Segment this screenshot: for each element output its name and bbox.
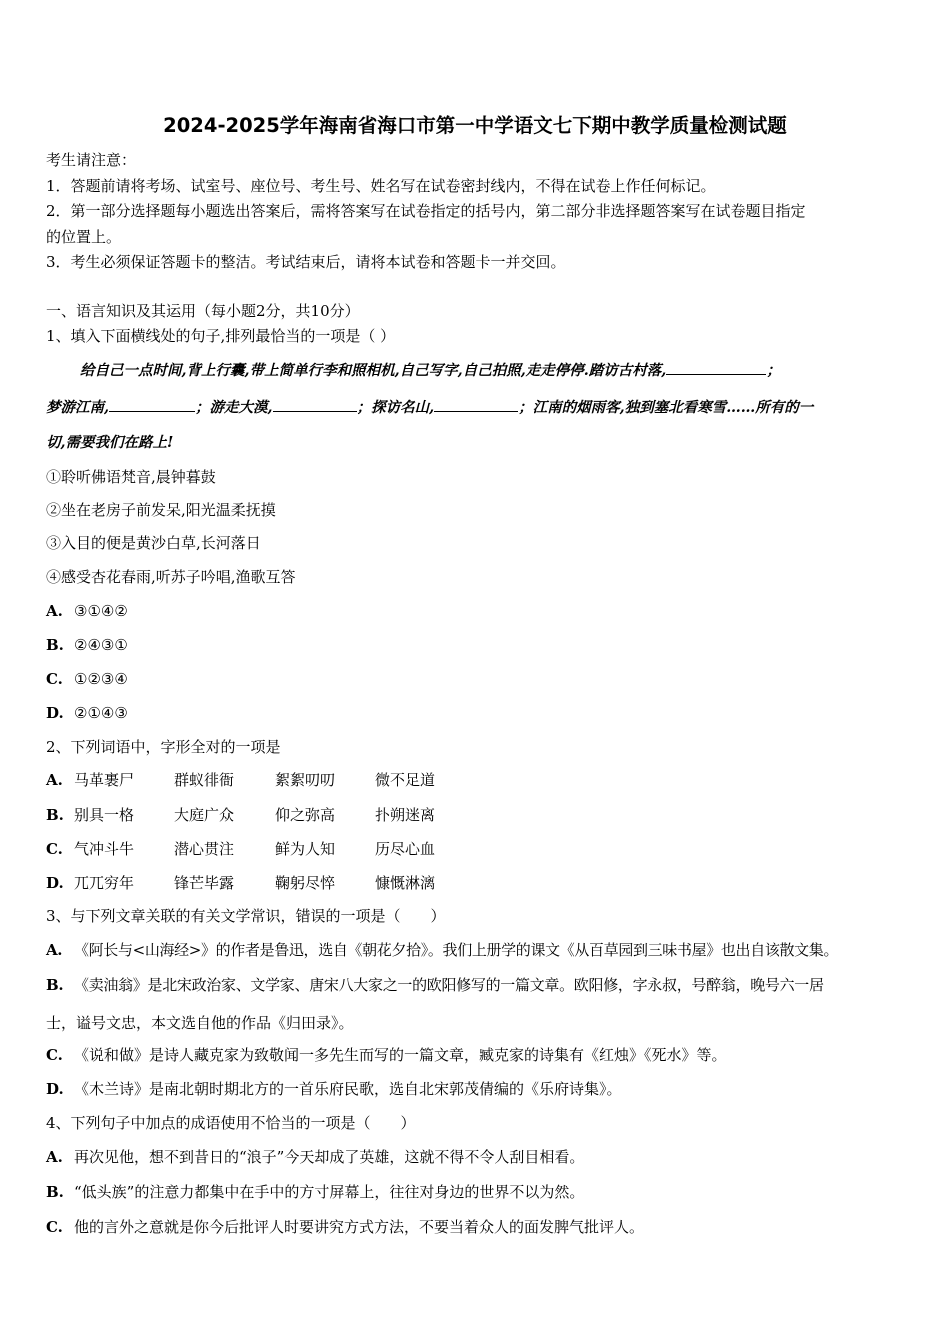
q3-option-d[interactable] bbox=[46, 1079, 622, 1099]
option-text: 他的言外之意就是你今后批评人时要讲究方式方法，不要当着众人的面发脾气批评人。 bbox=[74, 1218, 645, 1236]
q1-option-b[interactable] bbox=[46, 635, 128, 655]
q3-option-c[interactable] bbox=[46, 1045, 727, 1065]
option-text: ①②③④ bbox=[74, 670, 128, 688]
option-letter: A. bbox=[46, 1148, 63, 1166]
option-word: 群蚁徘衙 bbox=[174, 771, 235, 789]
option-word: 大庭广众 bbox=[174, 806, 235, 824]
q1-passage-line-2 bbox=[46, 397, 813, 418]
option-letter: B. bbox=[46, 976, 64, 994]
option-word: 鞠躬尽悴 bbox=[275, 874, 336, 892]
option-text: 再次见他，想不到昔日的“浪子”今天却成了英雄，这就不得不令人刮目相看。 bbox=[74, 1148, 585, 1166]
option-letter: C. bbox=[46, 670, 63, 688]
option-letter: D. bbox=[46, 1080, 64, 1098]
q1-sentence: ③入目的便是黄沙白草,长河落日 bbox=[46, 534, 261, 552]
option-word: 微不足道 bbox=[375, 771, 436, 789]
option-text: 《说和做》是诗人藏克家为致敬闻一多先生而写的一篇文章，臧克家的诗集有《红烛》《死水》等。 bbox=[74, 1046, 727, 1064]
option-letter: C. bbox=[46, 840, 63, 858]
option-letter: A. bbox=[46, 941, 63, 959]
q3-option-b[interactable] bbox=[46, 975, 824, 995]
option-letter: D. bbox=[46, 704, 64, 722]
option-letter: A. bbox=[46, 771, 63, 789]
option-word: 潜心贯注 bbox=[174, 840, 235, 858]
q4-option-a[interactable] bbox=[46, 1147, 584, 1167]
q4-option-b[interactable] bbox=[46, 1182, 584, 1202]
passage-text: ；江南的烟雨客,独到塞北看寒雪……所有的一 bbox=[518, 399, 814, 416]
notice-heading: 考生请注意： bbox=[46, 151, 137, 169]
option-word: 扑朔迷离 bbox=[375, 806, 436, 824]
option-word: 絮絮叨叨 bbox=[275, 771, 336, 789]
passage-text: ；游走大漠, bbox=[195, 399, 273, 416]
option-text: ②④③① bbox=[74, 636, 128, 654]
question-3-stem: 3、与下列文章关联的有关文学常识，错误的一项是（ ） bbox=[46, 907, 446, 925]
answer-blank[interactable] bbox=[666, 360, 766, 375]
notice-item: 2．第一部分选择题每小题选出答案后，需将答案写在试卷指定的括号内，第二部分非选择题答案写在试卷题目指定 bbox=[46, 202, 806, 220]
option-letter: D. bbox=[46, 874, 64, 892]
option-text: ②①④③ bbox=[74, 704, 128, 722]
q4-option-c[interactable] bbox=[46, 1217, 644, 1237]
passage-text: ；探访名山, bbox=[356, 399, 435, 416]
q3-option-a[interactable] bbox=[46, 940, 838, 960]
q2-option-d[interactable] bbox=[46, 873, 435, 893]
answer-blank[interactable] bbox=[109, 397, 195, 412]
option-word: 慷慨淋漓 bbox=[375, 874, 436, 892]
option-letter: B. bbox=[46, 806, 64, 824]
option-word: 仰之弥高 bbox=[275, 806, 336, 824]
option-text: 《阿长与<山海经>》的作者是鲁迅，选自《朝花夕拾》。我们上册学的课文《从百草园到三味书屋》也出自该散文集。 bbox=[74, 941, 839, 959]
option-word: 气冲斗牛 bbox=[74, 840, 135, 858]
q1-sentence: ④感受杏花春雨,听苏子吟唱,渔歌互答 bbox=[46, 568, 296, 586]
passage-text: 给自己一点时间,背上行囊,带上简单行李和照相机,自己写字,自己拍照,走走停停.踏访古村落, bbox=[80, 362, 667, 379]
page-title: 2024-2025学年海南省海口市第一中学语文七下期中教学质量检测试题 bbox=[163, 114, 787, 137]
option-text: 《卖油翁》是北宋政治家、文学家、唐宋八大家之一的欧阳修写的一篇文章。欧阳修，字永叔，号醉翁，晚号六一居 bbox=[74, 976, 824, 994]
q1-passage-line-1 bbox=[80, 360, 781, 381]
q1-sentence: ①聆听佛语梵音,晨钟暮鼓 bbox=[46, 468, 216, 486]
option-word: 锋芒毕露 bbox=[174, 874, 235, 892]
option-letter: C. bbox=[46, 1218, 63, 1236]
option-word: 别具一格 bbox=[74, 806, 135, 824]
notice-item: 1．答题前请将考场、试室号、座位号、考生号、姓名写在试卷密封线内，不得在试卷上作任何标记。 bbox=[46, 177, 716, 195]
passage-text: 梦游江南, bbox=[46, 399, 110, 416]
option-letter: C. bbox=[46, 1046, 63, 1064]
q2-option-c[interactable] bbox=[46, 839, 435, 859]
option-text: 《木兰诗》是南北朝时期北方的一首乐府民歌，选自北宋郭茂倩编的《乐府诗集》。 bbox=[74, 1080, 622, 1098]
q1-option-a[interactable] bbox=[46, 601, 128, 621]
option-text: ③①④② bbox=[74, 602, 128, 620]
section-heading: 一、语言知识及其运用（每小题2分，共10分） bbox=[46, 302, 360, 320]
option-text: “低头族”的注意力都集中在手中的方寸屏幕上，往往对身边的世界不以为然。 bbox=[74, 1183, 585, 1201]
option-word: 马革裹尸 bbox=[74, 771, 135, 789]
q2-option-a[interactable] bbox=[46, 770, 435, 790]
option-letter: B. bbox=[46, 1183, 64, 1201]
option-letter: B. bbox=[46, 636, 64, 654]
passage-text: ； bbox=[766, 362, 781, 379]
question-4-stem: 4、下列句子中加点的成语使用不恰当的一项是（ ） bbox=[46, 1114, 416, 1132]
notice-item: 的位置上。 bbox=[46, 228, 122, 246]
notice-item: 3．考生必须保证答题卡的整洁。考试结束后，请将本试卷和答题卡一并交回。 bbox=[46, 253, 566, 271]
option-word: 历尽心血 bbox=[375, 840, 436, 858]
answer-blank[interactable] bbox=[273, 397, 357, 412]
q3-option-b-continued: 士，谥号文忠，本文选自他的作品《归田录》。 bbox=[46, 1014, 354, 1032]
option-word: 兀兀穷年 bbox=[74, 874, 135, 892]
q1-option-c[interactable] bbox=[46, 669, 128, 689]
question-1-stem: 1、填入下面横线处的句子,排列最恰当的一项是（ ） bbox=[46, 327, 396, 345]
question-2-stem: 2、下列词语中，字形全对的一项是 bbox=[46, 738, 281, 756]
answer-blank[interactable] bbox=[434, 397, 518, 412]
option-letter: A. bbox=[46, 602, 63, 620]
q1-option-d[interactable] bbox=[46, 703, 128, 723]
q2-option-b[interactable] bbox=[46, 805, 435, 825]
q1-sentence: ②坐在老房子前发呆,阳光温柔抚摸 bbox=[46, 501, 276, 519]
option-word: 鲜为人知 bbox=[275, 840, 336, 858]
q1-passage-line-3: 切,需要我们在路上! bbox=[46, 434, 174, 451]
